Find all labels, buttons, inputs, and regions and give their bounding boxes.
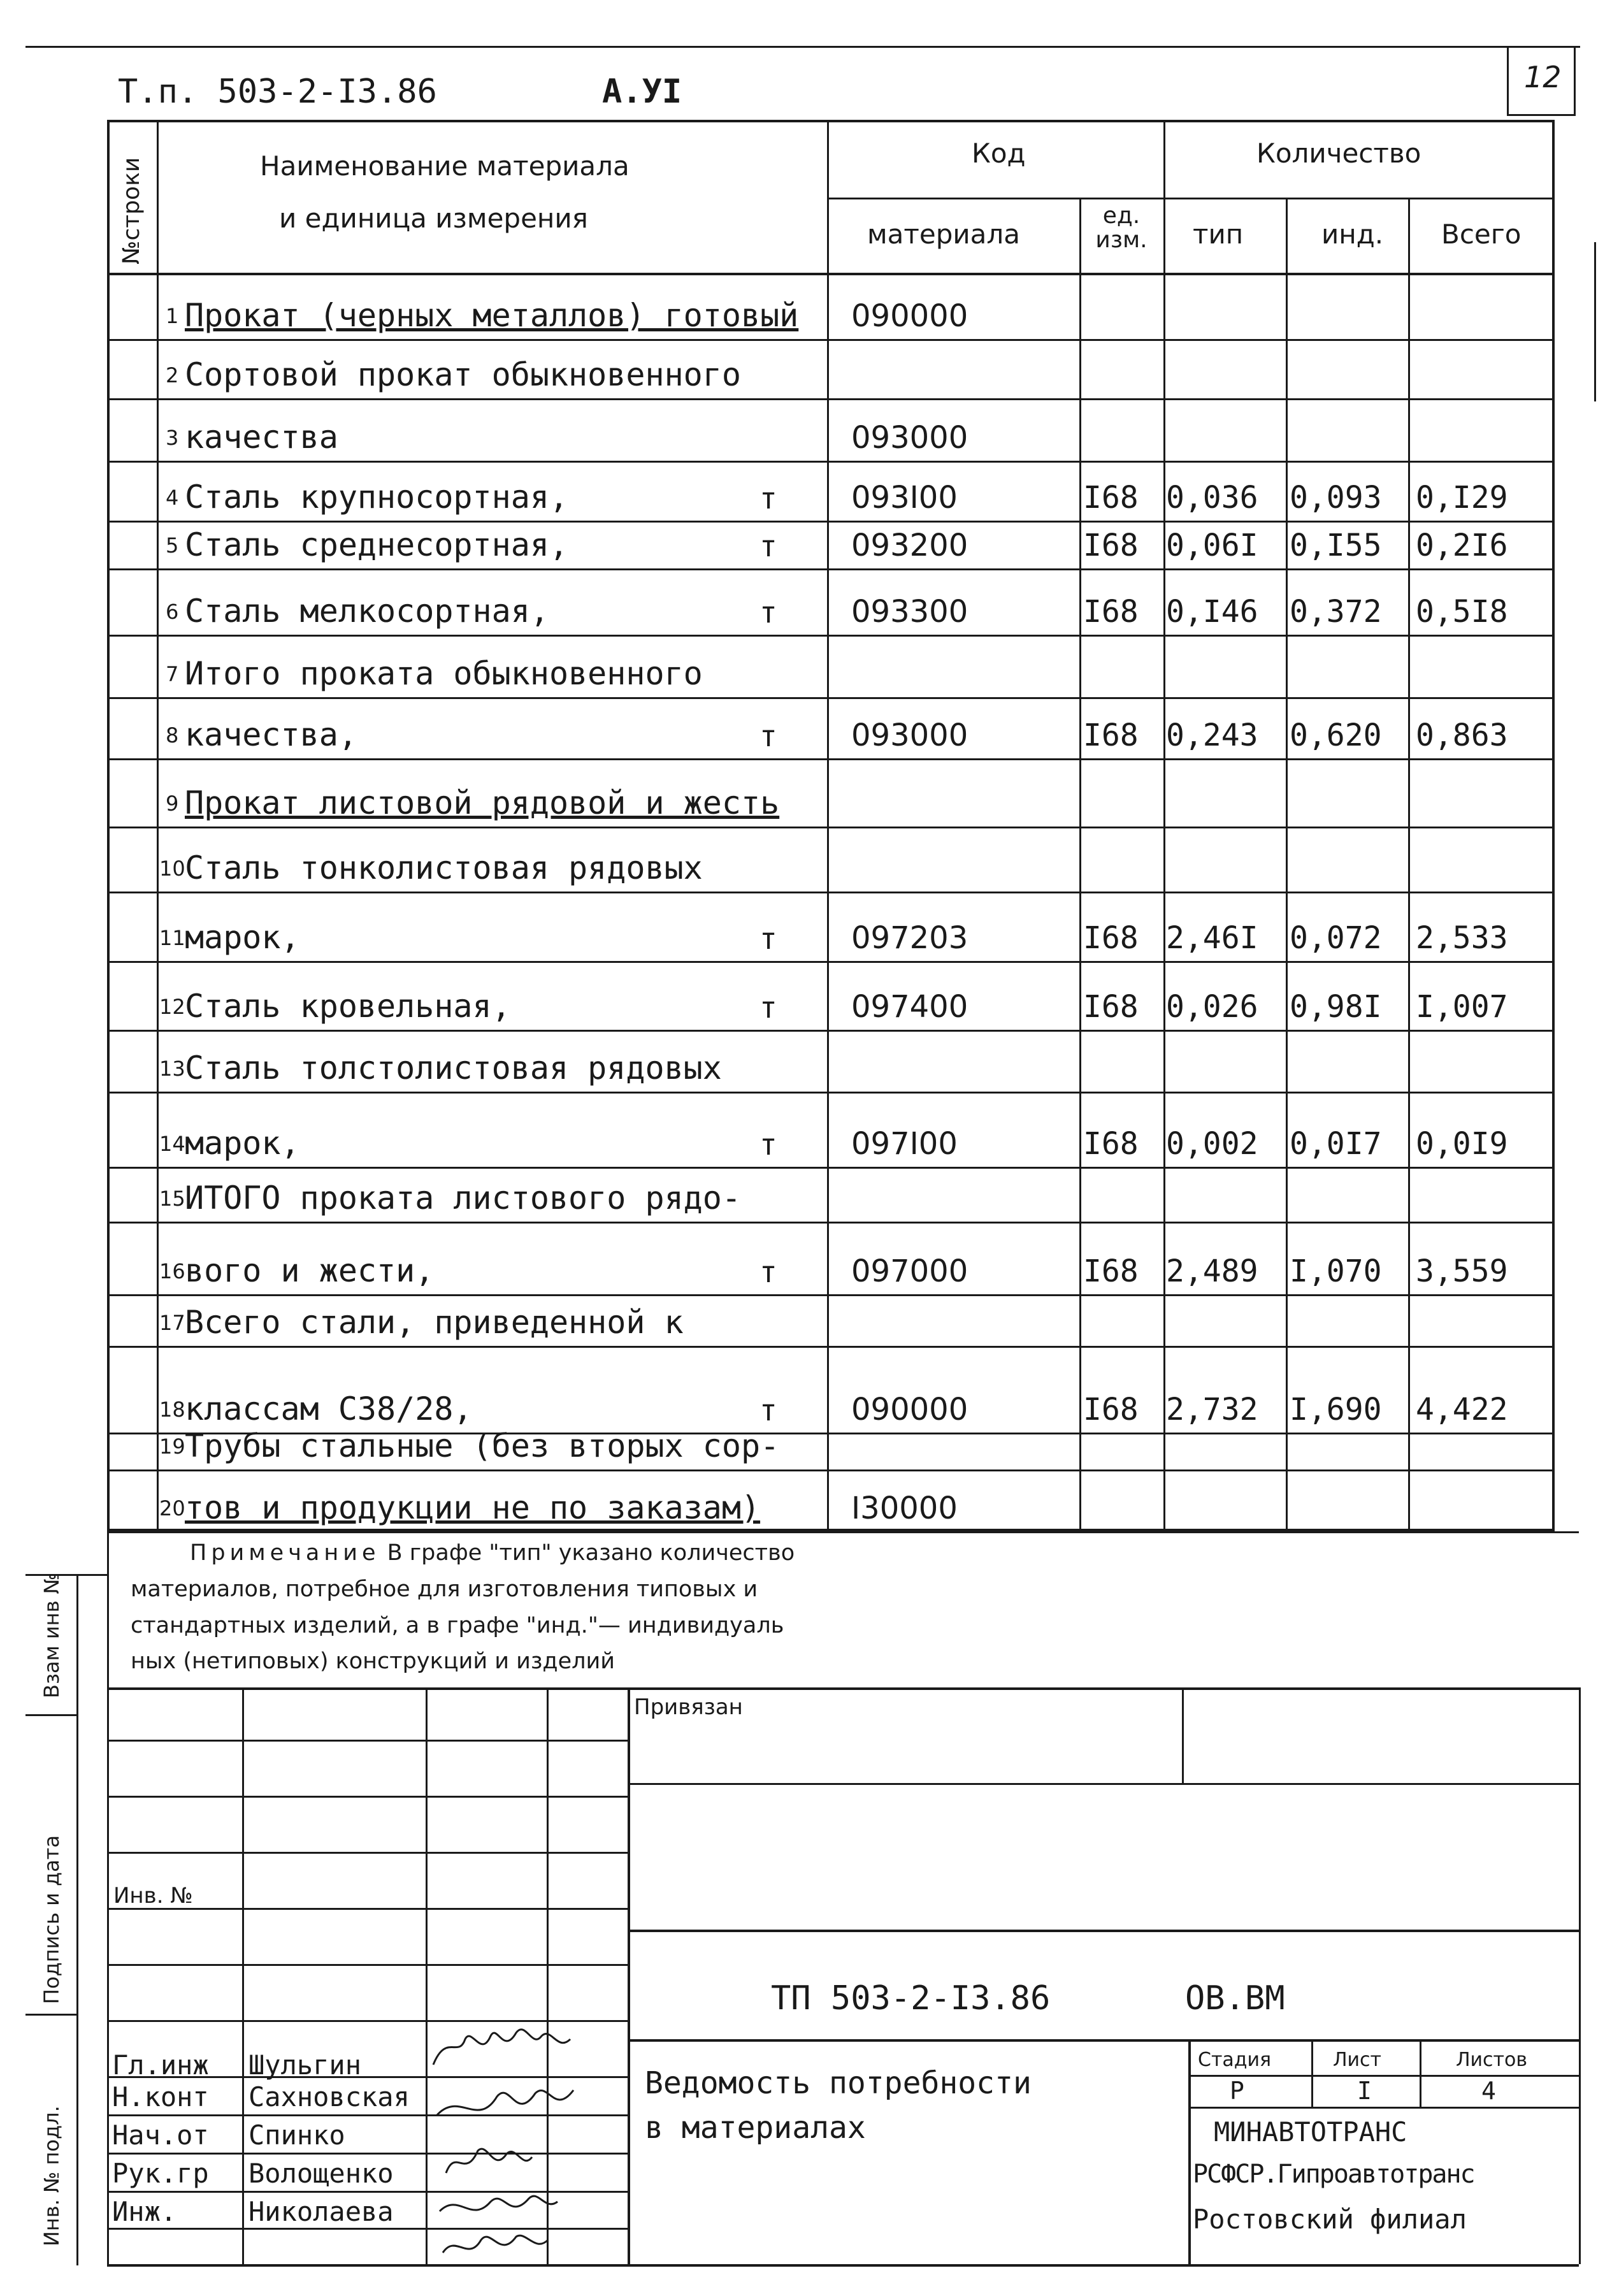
note-line1-text: В графе "тип" указано количество	[387, 1540, 795, 1566]
row-number: 12	[159, 995, 185, 1019]
material-name: ИТОГО проката листового рядо-	[185, 1180, 741, 1217]
row-divider	[107, 461, 1555, 463]
unit-of-measure: т	[759, 1255, 777, 1289]
qty-total: 0,2I6	[1416, 528, 1508, 563]
row-divider	[107, 1294, 1555, 1296]
material-name: качества	[185, 419, 338, 456]
material-name: качества,	[185, 716, 357, 753]
stamp-right-line	[1579, 1687, 1581, 2264]
col-line-code-material	[1079, 198, 1081, 1531]
row-number: 7	[166, 662, 179, 686]
note-line4: ных (нетиповых) конструкций и изделий	[131, 1649, 615, 1674]
signer-name: Шульгин	[248, 2049, 362, 2081]
col-line-code	[1163, 120, 1165, 1531]
signer-name: Сахновская	[248, 2081, 410, 2112]
stage-value: Р	[1230, 2077, 1244, 2105]
sheets-label: Листов	[1456, 2049, 1528, 2071]
row-number: 5	[166, 533, 179, 558]
row-divider	[107, 758, 1555, 760]
material-name: марок,	[185, 1125, 300, 1162]
unit-code: I68	[1083, 1253, 1139, 1289]
row-divider	[107, 1030, 1555, 1032]
page-number: 12	[1524, 60, 1562, 94]
margin-line	[76, 1574, 78, 2265]
stage-bottom-line	[1188, 2107, 1579, 2109]
sig-row-5	[107, 1964, 628, 1966]
margin-sep-2	[25, 2014, 76, 2016]
header-quantity: Количество	[1256, 138, 1421, 169]
qty-typ: 0,243	[1166, 718, 1258, 753]
row-divider	[107, 827, 1555, 828]
stage-mid-line	[1188, 2075, 1579, 2077]
qty-typ: 0,002	[1166, 1126, 1258, 1162]
sig-row-3	[107, 1852, 628, 1854]
qty-ind: 0,620	[1290, 718, 1382, 753]
top-rule	[25, 46, 1580, 48]
material-code: 093000	[851, 718, 968, 753]
stamp-top-extend	[107, 1531, 1579, 1533]
material-name: Трубы стальные (без вторых сор-	[185, 1427, 780, 1464]
material-name: тов и продукции не по заказам)	[185, 1489, 761, 1526]
material-name: Сталь кровельная,	[185, 988, 511, 1025]
material-code: I30000	[851, 1491, 958, 1526]
row-number: 15	[159, 1187, 185, 1211]
album-code: А.УI	[602, 73, 682, 111]
col-line-ind	[1408, 198, 1410, 1531]
signature-shulgin	[433, 2030, 570, 2065]
qty-ind: 0,093	[1290, 480, 1382, 516]
qty-total: 2,533	[1416, 920, 1508, 956]
material-name: Итого проката обыкновенного	[185, 655, 703, 692]
unit-code: I68	[1083, 594, 1139, 630]
sheet-title-line1: Ведомость потребности	[645, 2065, 1032, 2101]
material-name: Сталь среднесортная,	[185, 526, 569, 563]
qty-ind: 0,0I7	[1290, 1126, 1382, 1162]
col-line-rowno	[157, 120, 159, 1531]
header-name-line2: и единица измерения	[279, 203, 588, 234]
unit-code: I68	[1083, 718, 1139, 753]
material-code: 090000	[851, 1392, 968, 1427]
stage-label: Стадия	[1198, 2049, 1272, 2071]
row-divider	[107, 1222, 1555, 1224]
sheets-value: 4	[1481, 2077, 1496, 2105]
header-code: Код	[972, 138, 1026, 169]
org-line1: МИНАВТОТРАНС	[1214, 2116, 1407, 2148]
qty-total: 3,559	[1416, 1253, 1508, 1289]
sig-row-2	[107, 1796, 628, 1798]
margin-top	[25, 1574, 107, 1576]
row-divider	[107, 1167, 1555, 1169]
row-number: 14	[159, 1132, 185, 1156]
material-code: 093200	[851, 528, 968, 563]
row-divider	[107, 339, 1555, 341]
stage-divider-1	[1311, 2039, 1313, 2107]
header-row-no: №строки	[119, 157, 145, 264]
doc-title: ТП 503-2-I3.86	[771, 1979, 1051, 2018]
row-divider	[107, 1469, 1555, 1471]
row-number: 17	[159, 1311, 185, 1335]
unit-of-measure: т	[759, 990, 777, 1025]
material-name: Сталь крупносортная,	[185, 479, 569, 516]
privyazan-divider	[1182, 1687, 1184, 1783]
unit-of-measure: т	[759, 1393, 777, 1427]
unit-of-measure: т	[759, 529, 777, 563]
stamp-main-divider	[628, 1687, 630, 2264]
qty-ind: 0,072	[1290, 920, 1382, 956]
qty-typ: 0,06I	[1166, 528, 1258, 563]
row-number: 1	[166, 304, 179, 328]
sig-row-1	[107, 1740, 628, 1742]
info-divider	[1188, 2039, 1191, 2264]
row-divider	[107, 398, 1555, 400]
signature-voloshchenko	[440, 2196, 558, 2211]
row-number: 19	[159, 1434, 185, 1459]
row-number: 11	[159, 926, 185, 950]
margin-vzam-inv: Взам инв №	[40, 1573, 64, 1698]
qty-typ: 0,I46	[1166, 594, 1258, 630]
material-code: 093000	[851, 420, 968, 456]
row-number: 2	[166, 363, 179, 387]
qty-typ: 2,732	[1166, 1392, 1258, 1427]
note-line3: стандартных изделий, а в графе "инд."— индивидуаль	[131, 1613, 784, 1638]
material-name: Сталь толстолистовая рядовых	[185, 1050, 722, 1087]
qty-ind: I,690	[1290, 1392, 1382, 1427]
row-number: 4	[166, 486, 179, 510]
org-line3: Ростовский филиал	[1193, 2204, 1467, 2235]
qty-total: 0,I29	[1416, 480, 1508, 516]
unit-code: I68	[1083, 1392, 1139, 1427]
row-divider	[107, 697, 1555, 699]
unit-of-measure: т	[759, 921, 777, 956]
material-code: 097203	[851, 920, 968, 956]
signer-role: Н.конт	[112, 2081, 209, 2112]
stamp-bottom-line	[107, 2264, 1579, 2267]
material-code: 097400	[851, 989, 968, 1025]
signer-role: Нач.от	[112, 2119, 209, 2151]
qty-typ: 0,036	[1166, 480, 1258, 516]
signer-name: Спинко	[248, 2119, 345, 2151]
org-line2: РСФСР.Гипроавтотранс	[1193, 2160, 1474, 2189]
row-divider	[107, 892, 1555, 893]
row-divider	[107, 635, 1555, 637]
qty-ind: 0,372	[1290, 594, 1382, 630]
row-divider	[107, 1092, 1555, 1094]
header-qty-total: Всего	[1441, 219, 1522, 250]
note-line1	[190, 1542, 795, 1564]
privyazan-bottom	[628, 1783, 1579, 1785]
signature-spinko	[446, 2149, 532, 2173]
material-name: марок,	[185, 919, 300, 956]
header-name-line1: Наименование материала	[260, 150, 630, 182]
margin-inv-podl: Инв. № подл.	[40, 2105, 64, 2246]
unit-code: I68	[1083, 1126, 1139, 1162]
unit-code: I68	[1083, 528, 1139, 563]
qty-total: 0,863	[1416, 718, 1508, 753]
right-edge-mark	[1594, 242, 1596, 401]
material-name: Прокат листовой рядовой и жесть	[185, 784, 780, 821]
material-code: 093300	[851, 594, 968, 630]
title-top-line	[628, 1930, 1579, 1932]
material-code: 097I00	[851, 1126, 958, 1162]
note-line2: материалов, потребное для изготовления типовых и	[131, 1577, 758, 1602]
row-number: 16	[159, 1259, 185, 1283]
header-split-line	[827, 198, 1555, 199]
sig-col-1	[242, 1687, 244, 2264]
col-line-typ	[1286, 198, 1288, 1531]
row-number: 20	[159, 1496, 185, 1520]
inv-no-label: Инв. №	[113, 1883, 193, 1909]
material-name: Сталь мелкосортная,	[185, 593, 549, 630]
row-divider	[107, 521, 1555, 523]
unit-of-measure: т	[759, 481, 777, 516]
material-name: Прокат (черных металлов) готовый	[185, 297, 799, 334]
row-divider	[107, 568, 1555, 570]
row-number: 10	[159, 856, 185, 881]
margin-podp-data: Подпись и дата	[40, 1835, 64, 2004]
material-name: вого и жести,	[185, 1252, 435, 1289]
doc-code: Т.п. 503-2-I3.86	[118, 73, 437, 111]
signer-role: Инж.	[112, 2196, 177, 2227]
unit-of-measure: т	[759, 719, 777, 753]
signer-name: Волощенко	[248, 2158, 394, 2189]
header-qty-typ: тип	[1193, 219, 1244, 250]
material-name: классам С38/28,	[185, 1390, 473, 1427]
signature-nikolaeva	[443, 2235, 548, 2253]
sheet-label: Лист	[1333, 2049, 1382, 2071]
row-divider	[107, 961, 1555, 963]
header-code-unit: ед. изм.	[1095, 203, 1148, 253]
qty-typ: 2,46I	[1166, 920, 1258, 956]
material-code: 097000	[851, 1253, 968, 1289]
row-number: 3	[166, 426, 179, 450]
signatures-scribble	[421, 2020, 586, 2269]
row-number: 13	[159, 1057, 185, 1081]
col-line-name	[827, 120, 829, 1531]
material-code: 090000	[851, 298, 968, 334]
sheet-title-line2: в материалах	[645, 2110, 866, 2146]
row-number: 8	[166, 723, 179, 747]
material-name: Всего стали, приведенной к	[185, 1304, 684, 1341]
stamp-top-line	[107, 1687, 1579, 1690]
qty-typ: 2,489	[1166, 1253, 1258, 1289]
header-bottom-line	[107, 273, 1555, 275]
margin-sep-1	[25, 1714, 76, 1716]
qty-ind: 0,I55	[1290, 528, 1382, 563]
signer-name: Николаева	[248, 2196, 394, 2227]
row-number: 6	[166, 600, 179, 624]
doc-mark: ОВ.ВМ	[1185, 1979, 1285, 2018]
qty-total: 4,422	[1416, 1392, 1508, 1427]
row-divider	[107, 1346, 1555, 1348]
qty-total: 0,5I8	[1416, 594, 1508, 630]
material-name: Сортовой прокат обыкновенного	[185, 356, 741, 393]
row-number: 9	[166, 791, 179, 816]
sheet-value: I	[1357, 2077, 1372, 2105]
material-code: 093I00	[851, 480, 958, 516]
unit-of-measure: т	[759, 595, 777, 630]
signer-role: Гл.инж	[112, 2049, 209, 2081]
qty-total: 0,0I9	[1416, 1126, 1508, 1162]
header-code-material: материала	[867, 219, 1021, 250]
unit-code: I68	[1083, 480, 1139, 516]
unit-code: I68	[1083, 989, 1139, 1025]
unit-of-measure: т	[759, 1127, 777, 1162]
signer-role: Рук.гр	[112, 2158, 209, 2189]
material-name: Сталь тонколистовая рядовых	[185, 849, 703, 886]
qty-typ: 0,026	[1166, 989, 1258, 1025]
qty-total: I,007	[1416, 989, 1508, 1025]
unit-code: I68	[1083, 920, 1139, 956]
title-bottom-line	[628, 2039, 1579, 2042]
row-number: 18	[159, 1397, 185, 1422]
qty-ind: I,070	[1290, 1253, 1382, 1289]
stage-divider-2	[1420, 2039, 1421, 2107]
qty-ind: 0,98I	[1290, 989, 1382, 1025]
privyazan-label: Привязан	[634, 1694, 743, 1720]
signature-sakhnovskaya	[436, 2090, 573, 2116]
header-qty-ind: инд.	[1321, 219, 1384, 250]
note-label: Примечание	[190, 1540, 380, 1566]
